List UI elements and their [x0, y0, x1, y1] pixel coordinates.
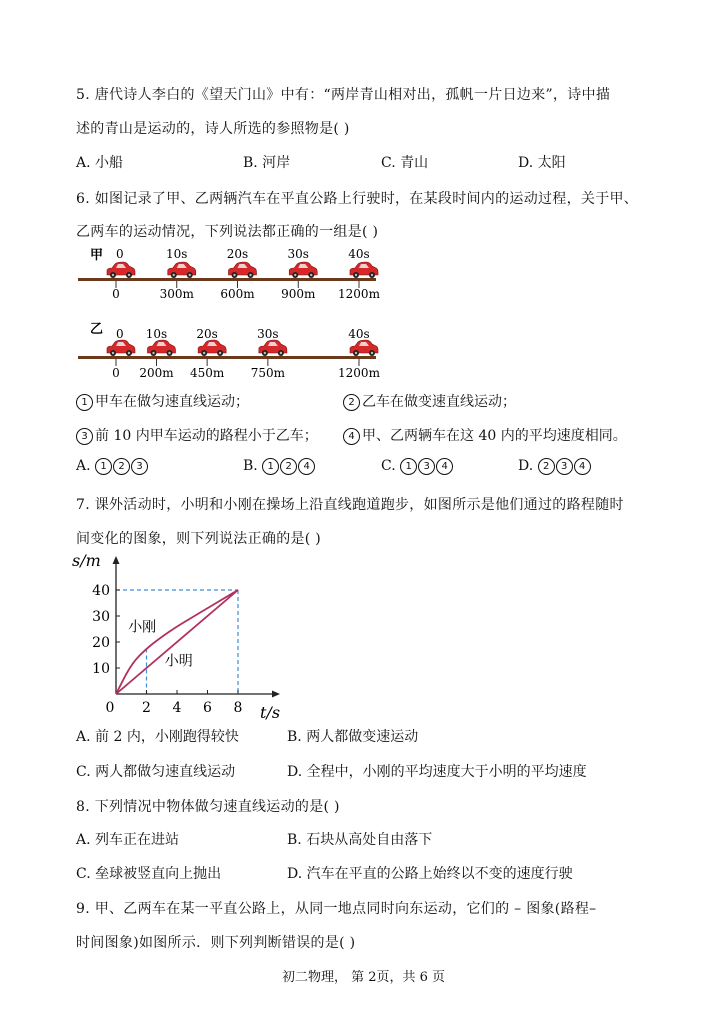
car-a-distance-label: 900m	[281, 287, 316, 301]
x-tick-label: 6	[203, 700, 212, 716]
car-b-distance-label: 0	[112, 366, 120, 380]
car-a-car	[350, 262, 378, 278]
car-a-time-label: 20s	[226, 247, 249, 261]
q6-stem-line2: 乙两车的运动情况，下列说法都正确的一组是( )	[76, 224, 379, 240]
car-b-car	[259, 340, 287, 356]
q6-option-b[interactable]: B. 1 2 4	[243, 458, 316, 475]
circled-number: 1	[76, 394, 93, 411]
x-axis-arrow	[272, 691, 280, 698]
car-a-time-label: 30s	[287, 247, 309, 261]
car-a-car	[229, 262, 257, 278]
q7-option-d[interactable]: D. 全程中，小刚的平均速度大于小明的平均速度	[287, 764, 587, 780]
q6-statement-3: 3 前 10 内甲车运动的路程小于乙车；	[76, 425, 318, 445]
circled-number: 4	[343, 428, 360, 445]
q5-stem-line1: 5. 唐代诗人李白的《望天门山》中有：“两岸青山相对出，孤帆一片日边来”，诗中描	[76, 87, 611, 103]
y-tick-label: 20	[92, 635, 110, 651]
page-footer: 初二物理， 第 2页，共 6 页	[281, 970, 446, 985]
q7-option-b[interactable]: B. 两人都做变速运动	[287, 729, 419, 745]
q8-option-a[interactable]: A. 列车正在进站	[76, 832, 180, 848]
q6-statement-2: 2 乙车在做变速直线运动；	[343, 391, 516, 411]
series-label-2: 小明	[164, 653, 193, 670]
q5-option-a[interactable]: A. 小船	[76, 155, 124, 171]
car-b-road	[78, 356, 376, 359]
y-tick-label: 10	[92, 661, 110, 677]
q6-statement-4: 4 甲、乙两辆车在这 40 内的平均速度相同。	[343, 425, 627, 445]
car-b-distance-label: 200m	[139, 366, 174, 380]
distance-time-chart	[70, 546, 290, 722]
q8-option-d[interactable]: D. 汽车在平直的公路上始终以不变的速度行驶	[287, 866, 573, 882]
car-a-car	[289, 262, 317, 278]
car-a-distance-label: 1200m	[338, 287, 380, 301]
car-a-time-label: 0	[116, 247, 124, 261]
y-axis-arrow	[113, 556, 120, 564]
q7-stem-line1: 7. 课外活动时，小明和小刚在操场上沿直线跑道跑步，如图所示是他们通过的路程随时	[76, 497, 624, 513]
q8-option-c[interactable]: C. 垒球被竖直向上抛出	[76, 866, 222, 882]
q7-option-c[interactable]: C. 两人都做匀速直线运动	[76, 764, 236, 780]
q5-option-c[interactable]: C. 青山	[381, 155, 429, 171]
car-b-label: 乙	[90, 322, 104, 337]
q5-stem-line2: 述的青山是运动的，诗人所选的参照物是( )	[76, 121, 350, 137]
x-tick-label: 8	[233, 700, 243, 716]
q7-option-a[interactable]: A. 前 2 内，小刚跑得较快	[76, 729, 239, 745]
q6-stem-line1: 6. 如图记录了甲、乙两辆汽车在平直公路上行驶时，在某段时间内的运动过程，关于甲、	[76, 191, 639, 207]
q8-stem: 8. 下列情况中物体做匀速直线运动的是( )	[76, 799, 340, 815]
q8-option-b[interactable]: B. 石块从高处自由落下	[287, 832, 433, 848]
x-tick-label: 2	[142, 700, 151, 716]
car-b-distance-label: 450m	[189, 366, 225, 380]
x-axis-label: t/s	[260, 703, 281, 722]
y-tick-label: 40	[92, 583, 110, 599]
car-a-car	[168, 262, 196, 278]
car-motion-diagram	[74, 240, 384, 382]
car-a-distance-label: 600m	[220, 287, 255, 301]
x-tick-label: 0	[105, 700, 115, 716]
circled-number: 3	[76, 428, 93, 445]
q9-stem-line1: 9. 甲、乙两车在某一平直公路上，从同一地点同时向东运动，它们的 – 图象(路程–	[76, 901, 597, 917]
car-b-distance-label: 750m	[250, 366, 286, 380]
car-b-distance-label: 1200m	[338, 366, 380, 380]
q5-option-d[interactable]: D. 太阳	[518, 155, 566, 171]
q6-option-a[interactable]: A. 1 2 3	[76, 458, 149, 475]
q6-option-d[interactable]: D. 2 3 4	[518, 458, 592, 475]
series-line-2	[116, 590, 238, 694]
q6-option-c[interactable]: C. 1 3 4	[381, 458, 454, 475]
y-tick-label: 30	[92, 609, 110, 625]
q9-stem-line2: 时间图象)如图所示．则下列判断错误的是( )	[76, 935, 356, 951]
x-tick-label: 4	[172, 700, 182, 716]
car-a-label: 甲	[90, 248, 104, 263]
y-axis-label: s/m	[72, 551, 101, 570]
car-b-car	[350, 340, 378, 356]
car-a-time-label: 40s	[348, 247, 370, 261]
car-b-car	[198, 340, 226, 356]
q6-statement-1: 1 甲车在做匀速直线运动；	[76, 391, 249, 411]
circled-number: 2	[343, 394, 360, 411]
q7-stem-line2: 间变化的图象，则下列说法正确的是( )	[76, 531, 322, 547]
car-b-time-label: 40s	[348, 327, 370, 341]
car-a-road	[78, 278, 376, 281]
series-label-1: 小刚	[128, 619, 157, 636]
car-b-time-label: 0	[116, 327, 124, 341]
car-b-car	[107, 340, 135, 356]
car-b-car	[148, 340, 176, 356]
car-b-time-label: 20s	[196, 327, 218, 341]
car-a-time-label: 10s	[166, 247, 188, 261]
q5-option-b[interactable]: B. 河岸	[243, 155, 291, 171]
car-a-distance-label: 0	[112, 287, 120, 301]
car-b-time-label: 10s	[145, 327, 168, 341]
car-a-distance-label: 300m	[159, 287, 194, 301]
car-b-time-label: 30s	[257, 327, 279, 341]
car-a-car	[107, 262, 135, 278]
